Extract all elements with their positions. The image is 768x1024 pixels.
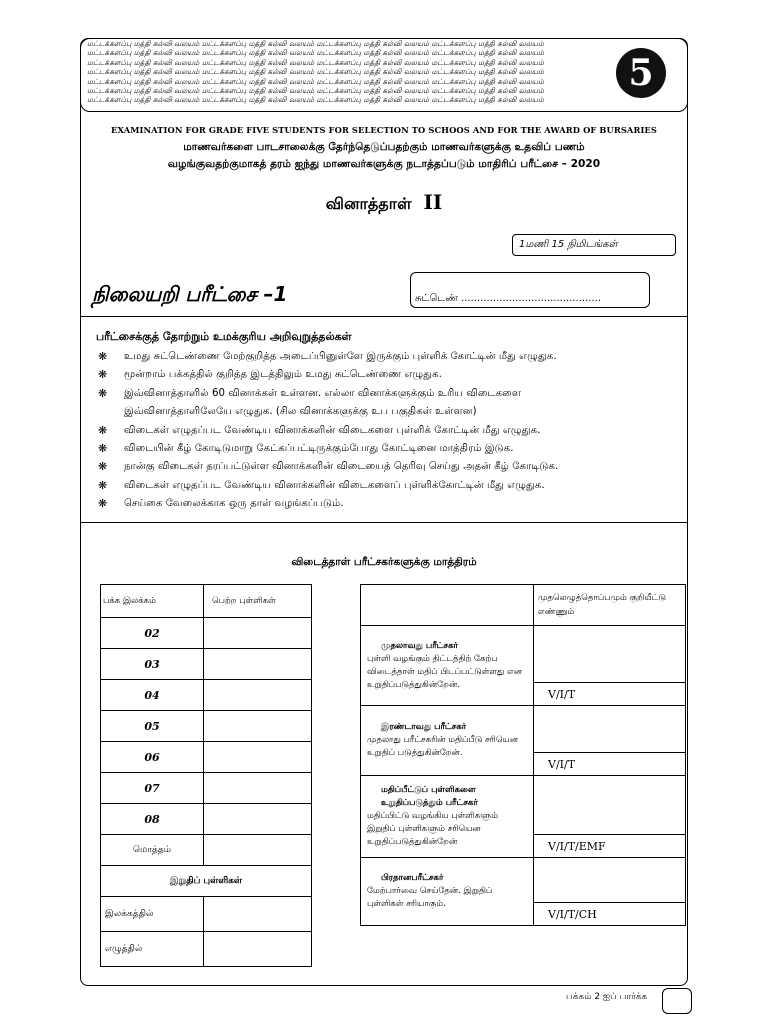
list-item: ❋ உமது சுட்டெண்ணை மேற்குறித்த அடைப்பினுள்ளே இருக்கும் புள்ளிக் கோட்டின் மீது எழுதுக. xyxy=(98,348,678,366)
page-number: 08 xyxy=(101,804,204,835)
asterisk-icon: ❋ xyxy=(98,386,108,400)
header-banner xyxy=(80,38,688,112)
list-item: ❋ விடைகள் எழுதப்பட வேண்டிய வினாக்களின் விடைகளைப் புள்ளிக்கோட்டின் மீது எழுதுக. xyxy=(98,477,678,495)
list-item: ❋ நான்கு விடைகள் தரப்பட்டுள்ள வினாக்களின் விடையைத் தெரிவு செய்து அதன் கீழ் கோடிடுக. xyxy=(98,458,678,476)
page-number: 06 xyxy=(101,742,204,773)
in-figures-label: இலக்கத்தில் xyxy=(101,897,204,932)
examiner-description: இரண்டாவது பரீட்சகர் முதலாது பரீட்சகரின் மதிப்பீடு சரியென உறுதிப் படுத்துகின்றேன். xyxy=(361,706,534,776)
signature-cell[interactable] xyxy=(534,858,686,903)
examiner-description: பிரதானபரீட்சகர் மேற்பார்வை செய்தேன். இறுதிப் புள்ளிகள் சரியாகும். xyxy=(361,858,534,926)
table-row xyxy=(101,804,312,835)
column-header: பக்க இலக்கம் xyxy=(101,585,204,618)
examiner-code: V/I/T xyxy=(534,683,686,706)
table-row xyxy=(101,897,312,932)
table-row xyxy=(101,649,312,680)
marks-table xyxy=(100,584,312,967)
list-item: ❋ மூன்றாம் பக்கத்தில் குறித்த இடத்திலும் உமது சுட்டெண்ணை எழுதுக. xyxy=(98,366,678,384)
tamil-title-line1: மாணவர்களை பாடசாலைக்கு தேர்ந்தெடுப்பதற்கும் மாணவர்களுக்கு உதவிப் பணம் xyxy=(183,141,585,153)
total-label: மொத்தம் xyxy=(101,835,204,866)
signature-cell[interactable] xyxy=(534,626,686,683)
final-marks-label: இறுதிப் புள்ளிகள் xyxy=(101,866,312,897)
divider xyxy=(80,522,688,523)
page-number: 05 xyxy=(101,711,204,742)
asterisk-icon: ❋ xyxy=(98,478,108,492)
list-item: ❋ விடைகள் எழுதப்பட வேண்டிய வினாக்களின் விடைகளை புள்ளிக் கோட்டின் மீது எழுதுக. xyxy=(98,422,678,440)
table-row xyxy=(361,776,686,835)
table-row xyxy=(101,866,312,897)
examiner-description: முதலாவது பரீட்சகர் புள்ளி வழங்கும் திட்டத்திற் கேற்ப விடைத்தாள் மதிப் பிடப்பட்டுள்ளது என உறுதிப்படுத்துகின்றேன். xyxy=(361,626,534,706)
table-row xyxy=(101,618,312,649)
marks-cell[interactable] xyxy=(204,680,312,711)
tamil-title-line2: வழங்குவதற்குமாகத் தரம் ஐந்து மாணவர்களுக்கு நடாத்தப்படும் மாதிரிப் பரீட்சை – 2020 xyxy=(167,158,601,170)
instructions-heading: பரீட்சைக்குத் தோற்றும் உமக்குரிய அறிவுறுத்தல்கள் xyxy=(96,330,352,343)
column-header: முதலெழுத்தொப்பமும் குறியீட்டு எண்ணும் xyxy=(534,585,686,626)
page-number: 03 xyxy=(101,649,204,680)
asterisk-icon: ❋ xyxy=(98,423,108,437)
signature-cell[interactable] xyxy=(534,776,686,835)
page-number-box xyxy=(662,988,692,1014)
banner-text: மட்டக்களப்பு மத்தி கல்வி வலயம் மட்டக்களப்பு மத்தி கல்வி வலயம் மட்டக்களப்பு மத்தி கல்வி வலயம் மட்டக்களப்பு மத்தி கல்வி வலயம் xyxy=(87,67,544,77)
marks-cell[interactable] xyxy=(204,773,312,804)
marking-section-title: விடைத்தாள் பரீட்சகர்களுக்கு மாத்திரம் xyxy=(291,556,477,568)
in-figures-cell[interactable] xyxy=(204,897,312,932)
table-row xyxy=(101,835,312,866)
page-number: 02 xyxy=(101,618,204,649)
english-title: EXAMINATION FOR GRADE FIVE STUDENTS FOR SELECTION TO SCHOOS AND FOR THE AWARD OF BURSARIES xyxy=(111,125,657,135)
banner-text: மட்டக்களப்பு மத்தி கல்வி வலயம் மட்டக்களப்பு மத்தி கல்வி வலயம் மட்டக்களப்பு மத்தி கல்வி வலயம் மட்டக்களப்பு மத்தி கல்வி வலயம் xyxy=(87,39,544,48)
examiner-code: V/I/T/EMF xyxy=(534,835,686,858)
asterisk-icon: ❋ xyxy=(98,350,108,363)
examiner-code: V/I/T/CH xyxy=(534,903,686,926)
table-row xyxy=(101,742,312,773)
table-row xyxy=(361,858,686,903)
banner-text: மட்டக்களப்பு மத்தி கல்வி வலயம் மட்டக்களப்பு மத்தி கல்வி வலயம் மட்டக்களப்பு மத்தி கல்வி வலயம் மட்டக்களப்பு மத்தி கல்வி வலயம் xyxy=(87,86,544,96)
table-row xyxy=(361,706,686,753)
instructions-list xyxy=(98,348,678,514)
header-empty-cell xyxy=(361,585,534,626)
in-words-cell[interactable] xyxy=(204,932,312,967)
asterisk-icon: ❋ xyxy=(98,497,108,511)
in-words-label: எழுத்தில் xyxy=(101,932,204,967)
table-row xyxy=(101,773,312,804)
examiner-description: மதிப்பீட்டுப் புள்ளிகளை உறுதிப்படுத்தும் பரீட்சகர் மதிப்பிட்டு வழங்கிய புள்ளிகளும் இறுதிப் புள்ளிகளும் சரியென உறுதிப்படுத்துகின்றேன் xyxy=(361,776,534,858)
banner-text: மட்டக்களப்பு மத்தி கல்வி வலயம் மட்டக்களப்பு மத்தி கல்வி வலயம் மட்டக்களப்பு மத்தி கல்வி வலயம் மட்டக்களப்பு மத்தி கல்வி வலயம் xyxy=(87,48,544,58)
marks-cell[interactable] xyxy=(204,804,312,835)
divider xyxy=(80,316,688,317)
list-item: ❋ இவ்வினாத்தாளில் 60 வினாக்கள் உள்ளன. எல்லா வினாக்களுக்கும் உரிய விடைகளை இவ்வினாத்தாளிலேயே எழுதுக. (சில வினாக்களுக்கு உப பகுதிகள் உள்ளன) xyxy=(98,386,522,418)
list-item: ❋ செய்கை வேலைக்காக ஒரு தாள் வழங்கப்படும். xyxy=(98,495,678,513)
examiner-code: V/I/T xyxy=(534,753,686,776)
table-row xyxy=(101,711,312,742)
total-cell[interactable] xyxy=(204,835,312,866)
marks-cell[interactable] xyxy=(204,742,312,773)
see-page-note: பக்கம் 2 ஐப் பார்க்க xyxy=(566,992,648,1002)
exam-name: நிலையறி பரீட்சை –1 xyxy=(92,282,288,306)
column-header: பெற்ற புள்ளிகள் xyxy=(204,585,312,618)
table-row xyxy=(101,680,312,711)
index-number-field[interactable]: சுட்டெண் ............................................ xyxy=(410,272,650,308)
marks-cell[interactable] xyxy=(204,711,312,742)
table-row xyxy=(101,932,312,967)
list-item: ❋ விடையின் கீழ் கோடிடுமாறு கேட்கப்பட்டிருக்கும்போது கோட்டினை மாத்திரம் இடுக. xyxy=(98,440,678,458)
banner-text: மட்டக்களப்பு மத்தி கல்வி வலயம் மட்டக்களப்பு மத்தி கல்வி வலயம் மட்டக்களப்பு மத்தி கல்வி வலயம் மட்டக்களப்பு மத்தி கல்வி வலயம் xyxy=(87,57,544,67)
paper-label: வினாத்தாள் xyxy=(325,194,412,213)
asterisk-icon: ❋ xyxy=(98,442,108,456)
banner-text: மட்டக்களப்பு மத்தி கல்வி வலயம் மட்டக்களப்பு மத்தி கல்வி வலயம் மட்டக்களப்பு மத்தி கல்வி வலயம் மட்டக்களப்பு மத்தி கல்வி வலயம் xyxy=(87,76,544,86)
paper-title xyxy=(80,190,688,215)
marks-cell[interactable] xyxy=(204,649,312,680)
duration-box: 1மணி 15 நிமிடங்கள் xyxy=(512,234,676,256)
marks-cell[interactable] xyxy=(204,618,312,649)
asterisk-icon: ❋ xyxy=(98,368,108,382)
signature-cell[interactable] xyxy=(534,706,686,753)
examiners-table xyxy=(360,584,686,926)
page-number: 07 xyxy=(101,773,204,804)
table-row xyxy=(361,626,686,683)
asterisk-icon: ❋ xyxy=(98,460,108,474)
grade-badge: 5 xyxy=(616,48,666,98)
banner-text: மட்டக்களப்பு மத்தி கல்வி வலயம் மட்டக்களப்பு மத்தி கல்வி வலயம் மட்டக்களப்பு மத்தி கல்வி வலயம் மட்டக்களப்பு மத்தி கல்வி வலயம் xyxy=(87,95,544,105)
paper-number: II xyxy=(423,190,443,214)
page-number: 04 xyxy=(101,680,204,711)
